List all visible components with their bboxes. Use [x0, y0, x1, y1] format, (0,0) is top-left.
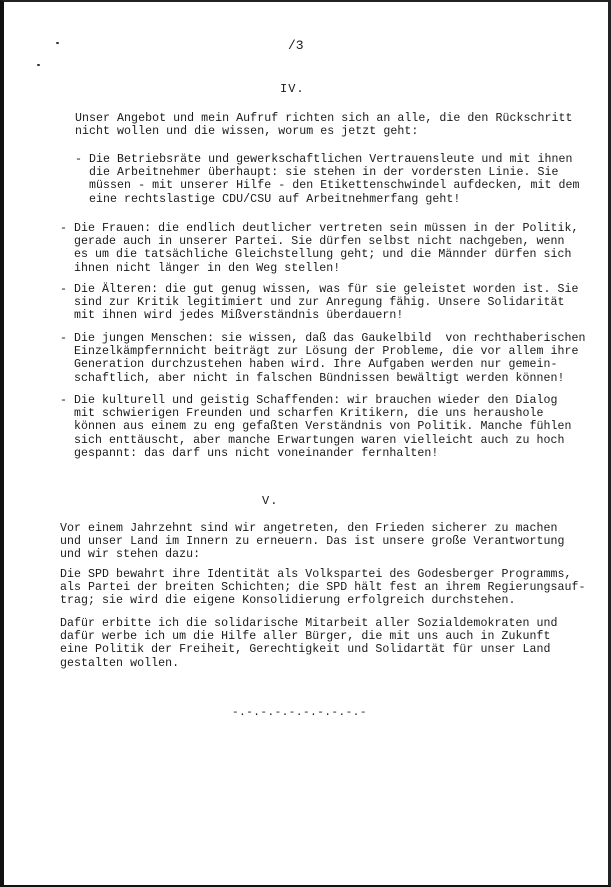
section-v-paragraph: Die SPD bewahrt ihre Identität als Volkspartei des Godesberger Programms, als Partei der breiten Schichten; die SPD hält fest an ihrem Regierungsauf- trag; sie wird die eigene Konsolidierung erfolgreich durchstehen.	[60, 568, 586, 608]
section-iv-intro: Unser Angebot und mein Aufruf richten sich an alle, die den Rückschritt nicht wollen und die wissen, worum es jetzt geht:	[75, 112, 573, 139]
list-item-aeltere: - Die Älteren: die gut genug wissen, was für sie geleistet worden ist. Sie sind zur Kritik legitimiert und zur Anregung fähig. Unsere Solidarität mit ihnen wird jedes Mißverständnis überdauern!	[60, 283, 579, 323]
list-item-junge-menschen: - Die jungen Menschen: sie wissen, daß das Gaukelbild von rechthaberischen Einzelkämpfernnicht beiträgt zur Lösung der Probleme, die vor allem ihre Generation durchzustehen haben wird. Ihre Aufgaben werden nur gemein- schaftlich, aber nicht in falschen Bündnissen bewältigt werden können!	[60, 332, 586, 385]
section-v-heading: V.	[262, 494, 279, 508]
section-v-paragraph: Dafür erbitte ich die solidarische Mitarbeit aller Sozialdemokraten und dafür werbe ich um die Hilfe aller Bürger, die mit uns auch in Zukunft eine Politik der Freiheit, Gerechtigkeit und Solidartät für unser Land gestalten wollen.	[60, 617, 558, 670]
list-item-kulturell-schaffende: - Die kulturell und geistig Schaffenden: wir brauchen wieder den Dialog mit schwierigen Freunden und scharfen Kritikern, die uns heraushole können aus einem zu eng gefaßten Verständnis von Politik. Manche fühlen sich enttäuscht, aber manche Erwartungen waren vielleicht auch zu hoch gespannt: das darf uns nicht voneinander fernhalten!	[60, 394, 572, 460]
list-item-frauen: - Die Frauen: die endlich deutlicher vertreten sein müssen in der Politik, gerade auch in unserer Partei. Sie dürfen selbst nicht nachgeben, wenn es um die tatsächliche Gleichstellung geht; und die Männder dürfen sich ihnen nicht länger in den Weg stellen!	[60, 222, 579, 275]
section-v-paragraph: Vor einem Jahrzehnt sind wir angetreten, den Frieden sicherer zu machen und unser Land im Innern zu erneuern. Das ist unsere große Verantwortung und wir stehen dazu:	[60, 522, 565, 562]
section-iv-heading: IV.	[280, 82, 305, 96]
scan-speck	[56, 42, 59, 44]
scan-speck	[37, 64, 40, 66]
page-number: /3	[288, 38, 304, 53]
list-item-betriebsraete: - Die Betriebsräte und gewerkschaftlichen Vertrauensleute und mit ihnen die Arbeitnehmer überhaupt: sie stehen in der vordersten Linie. Sie müssen - mit unserer Hilfe - den Etikettenschwindel aufdecken, mit dem eine rechtslastige CDU/CSU auf Arbeitnehmerfang geht!	[75, 153, 580, 206]
end-divider: -.-.-.-.-.-.-.-.-.-	[232, 707, 367, 719]
